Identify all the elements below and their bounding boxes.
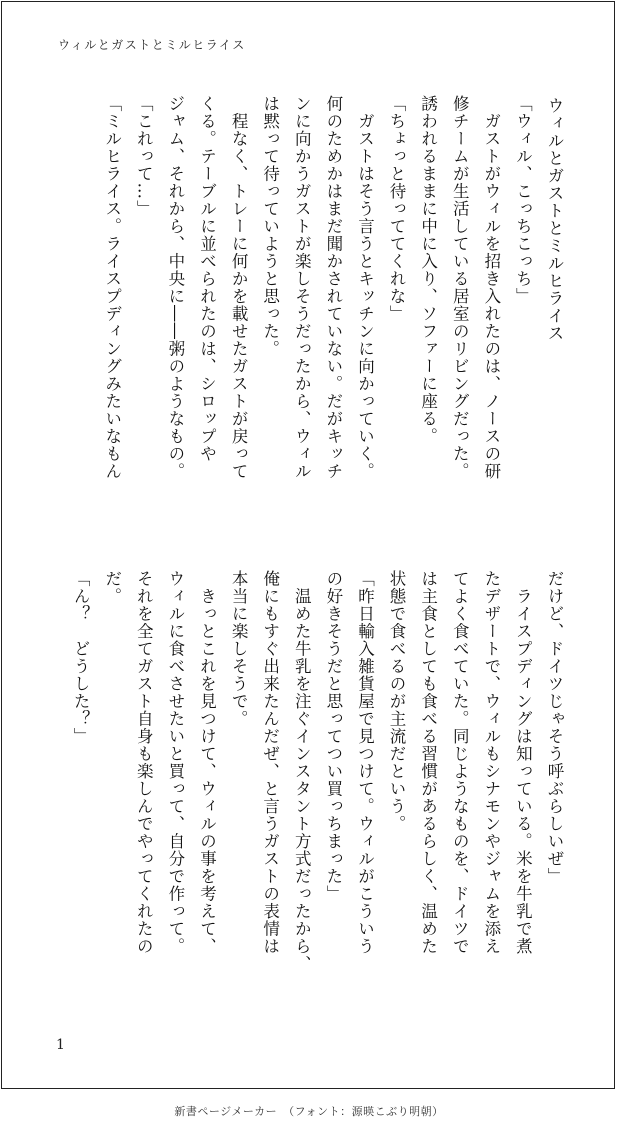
text-line: てよく食べていた。同じようなものを、ドイツで bbox=[450, 570, 470, 955]
text-line: 「ウィル、こっちこっち」 bbox=[513, 95, 533, 305]
text-line: ンに向かうガストが楽しそうだったから、ウィル bbox=[292, 95, 312, 480]
text-line: 温めた牛乳を注ぐインスタント方式だったから、 bbox=[292, 570, 312, 973]
text-line: きっとこれを見つけて、ウィルの事を考えて、 bbox=[197, 570, 217, 955]
text-line: 程なく、トレーに何かを載せたガストが戻って bbox=[229, 95, 249, 480]
text-line: だけど、ドイツじゃそう呼ぶらしいぜ」 bbox=[545, 570, 564, 885]
text-line: それを全てガスト自身も楽しんでやってくれたの bbox=[134, 570, 154, 955]
text-line: 「ん？ どうした？」 bbox=[71, 570, 91, 745]
text-line: 状態で食べるのが主流だという。 bbox=[387, 570, 407, 833]
story-title: ウィルとガストとミルヒライス bbox=[545, 97, 564, 342]
text-line: くる。テーブルに並べられたのは、シロップや bbox=[197, 95, 217, 463]
upper-text-block bbox=[50, 95, 570, 525]
text-line: は主食としても食べる習慣があるらしく、温めた bbox=[418, 570, 438, 955]
text-line: ジャム、それから、中央に――粥のようなもの。 bbox=[165, 95, 185, 480]
text-line: 俺にもすぐ出来たんだぜ、と言うガストの表情は bbox=[260, 570, 280, 955]
text-line: 「これって…」 bbox=[134, 95, 154, 218]
text-line: ライスプディングは知っている。米を牛乳で煮 bbox=[513, 570, 533, 955]
text-line: ガストがウィルを招き入れたのは、ノースの研 bbox=[481, 95, 501, 480]
running-header: ウィルとガストとミルヒライス bbox=[58, 38, 246, 52]
text-line: ガストはそう言うとキッチンに向かっていく。 bbox=[355, 95, 375, 480]
page-number: 1 bbox=[56, 1037, 65, 1053]
text-line: ウィルに食べさせたいと買って、自分で作って。 bbox=[165, 570, 185, 955]
text-line: 「昨日輸入雑貨屋で見つけて。ウィルがこういう bbox=[355, 570, 375, 955]
text-line: は黙って待っていようと思った。 bbox=[260, 95, 280, 358]
text-line: 修チームが生活している居室のリビングだった。 bbox=[450, 95, 470, 480]
lower-text-block bbox=[50, 570, 570, 1000]
text-line: たデザートで、ウィルもシナモンやジャムを添え bbox=[481, 570, 501, 955]
text-line: 「ちょっと待っててくれな」 bbox=[387, 95, 407, 323]
text-line: 誘われるままに中に入り、ソファーに座る。 bbox=[418, 95, 438, 445]
text-line: 本当に楽しそうで。 bbox=[229, 570, 249, 728]
text-line: 何のためかはまだ聞かされていない。だがキッチ bbox=[323, 95, 343, 480]
footer-caption: 新書ページメーカー （フォント：源暎こぶり明朝） bbox=[174, 1105, 444, 1118]
text-line: だ。 bbox=[102, 570, 122, 605]
text-line: の好きそうだと思ってつい買っちまった」 bbox=[323, 570, 343, 903]
text-line: 「ミルヒライス。ライスプディングみたいなもん bbox=[102, 95, 122, 480]
